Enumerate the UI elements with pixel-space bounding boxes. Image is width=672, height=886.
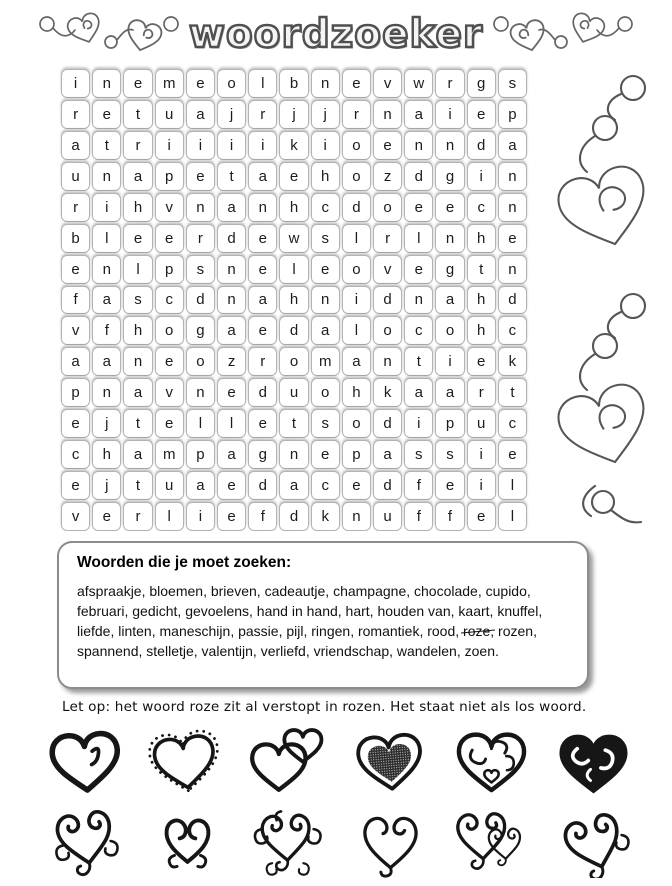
grid-cell-r5c14[interactable]: c xyxy=(467,193,496,222)
double-heart-icon xyxy=(249,725,325,799)
grid-cell-r7c11[interactable]: v xyxy=(373,255,402,284)
grid-cell-r2c9[interactable]: j xyxy=(311,100,340,129)
grid-cell-r1c1[interactable]: i xyxy=(61,69,90,98)
grid-cell-r14c3[interactable]: t xyxy=(123,471,152,500)
brush-heart-icon xyxy=(46,725,122,799)
word-stelletje: stelletje xyxy=(146,643,194,660)
word-hart: hart xyxy=(345,603,370,620)
grid-cell-r11c1[interactable]: p xyxy=(61,378,90,407)
grid-cell-r4c12[interactable]: d xyxy=(404,162,433,191)
grid-cell-r1c5[interactable]: e xyxy=(186,69,215,98)
grid-cell-r15c10[interactable]: n xyxy=(342,502,371,531)
grid-cell-r12c2[interactable]: j xyxy=(92,409,121,438)
grid-cell-r14c2[interactable]: j xyxy=(92,471,121,500)
grid-cell-r11c11[interactable]: k xyxy=(373,378,402,407)
word-februari: februari xyxy=(77,603,125,620)
grid-cell-r1c14[interactable]: g xyxy=(467,69,496,98)
grid-cell-r7c7[interactable]: e xyxy=(248,255,277,284)
grid-cell-r2c12[interactable]: a xyxy=(404,100,433,129)
grid-cell-r4c5[interactable]: e xyxy=(186,162,215,191)
grid-cell-r8c11[interactable]: d xyxy=(373,286,402,315)
hearts-row-2 xyxy=(46,800,630,882)
grid-cell-r5c12[interactable]: e xyxy=(404,193,433,222)
grid-cell-r5c6[interactable]: a xyxy=(217,193,246,222)
grid-cell-r1c11[interactable]: v xyxy=(373,69,402,98)
grid-cell-r1c2[interactable]: n xyxy=(92,69,121,98)
grid-cell-r10c11[interactable]: n xyxy=(373,347,402,376)
grid-cell-r13c8[interactable]: n xyxy=(279,440,308,469)
hearts-row-1 xyxy=(46,724,630,800)
word-afspraakje: afspraakje xyxy=(77,583,142,599)
grid-cell-r11c4[interactable]: v xyxy=(155,378,184,407)
grid-cell-r14c13[interactable]: e xyxy=(435,471,464,500)
grid-cell-r14c12[interactable]: f xyxy=(404,471,433,500)
word-romantiek: romantiek xyxy=(357,623,420,640)
grid-cell-r10c7[interactable]: r xyxy=(248,347,277,376)
grid-cell-r3c4[interactable]: i xyxy=(155,131,184,160)
grid-cell-r1c7[interactable]: l xyxy=(248,69,277,98)
word-chocolade: chocolade xyxy=(414,583,478,599)
word-hand-in-hand: hand in hand xyxy=(256,603,338,620)
grid-cell-r8c1[interactable]: f xyxy=(61,286,90,315)
grid-cell-r3c13[interactable]: n xyxy=(435,131,464,160)
grid-cell-r5c2[interactable]: i xyxy=(92,193,121,222)
word-rozen: rozen xyxy=(498,623,534,640)
word-box xyxy=(57,541,589,689)
word-knuffel: knuffel xyxy=(497,603,539,620)
grid-cell-r5c7[interactable]: n xyxy=(248,193,277,222)
grid-cell-r8c10[interactable]: i xyxy=(342,286,371,315)
grid-cell-r13c15[interactable]: e xyxy=(498,440,527,469)
word-maneschijn: maneschijn xyxy=(159,623,231,640)
grid-cell-r9c15[interactable]: c xyxy=(498,316,527,345)
grid-cell-r3c15[interactable]: a xyxy=(498,131,527,160)
grid-cell-r11c12[interactable]: a xyxy=(404,378,433,407)
grid-cell-r2c14[interactable]: e xyxy=(467,100,496,129)
grid-cell-r2c13[interactable]: i xyxy=(435,100,464,129)
grid-cell-r3c3[interactable]: r xyxy=(123,131,152,160)
heart-swirl-chain-icon xyxy=(37,12,179,56)
word-roze: roze xyxy=(463,623,491,640)
grid-cell-r12c13[interactable]: p xyxy=(435,409,464,438)
grid-cell-r1c3[interactable]: e xyxy=(123,69,152,98)
grid-cell-r12c14[interactable]: u xyxy=(467,409,496,438)
grid-cell-r11c15[interactable]: t xyxy=(498,378,527,407)
grid-cell-r7c8[interactable]: l xyxy=(279,255,308,284)
grid-cell-r15c12[interactable]: f xyxy=(404,502,433,531)
grid-cell-r15c7[interactable]: f xyxy=(248,502,277,531)
grid-cell-r6c3[interactable]: e xyxy=(123,224,152,253)
grid-cell-r7c2[interactable]: n xyxy=(92,255,121,284)
grid-cell-r6c14[interactable]: h xyxy=(467,224,496,253)
grid-cell-r7c10[interactable]: o xyxy=(342,255,371,284)
grid-cell-r11c6[interactable]: e xyxy=(217,378,246,407)
grid-cell-r6c8[interactable]: w xyxy=(279,224,308,253)
grid-cell-r14c14[interactable]: i xyxy=(467,471,496,500)
grid-cell-r8c12[interactable]: n xyxy=(404,286,433,315)
grid-cell-r10c15[interactable]: k xyxy=(498,347,527,376)
grid-cell-r13c4[interactable]: m xyxy=(155,440,184,469)
grid-cell-r3c14[interactable]: d xyxy=(467,131,496,160)
grid-cell-r1c15[interactable]: s xyxy=(498,69,527,98)
grid-cell-r4c6[interactable]: t xyxy=(217,162,246,191)
grid-cell-r13c5[interactable]: p xyxy=(186,440,215,469)
grid-cell-r15c13[interactable]: f xyxy=(435,502,464,531)
grid-cell-r12c4[interactable]: e xyxy=(155,409,184,438)
grid-cell-r12c11[interactable]: d xyxy=(373,409,402,438)
grid-cell-r2c10[interactable]: r xyxy=(342,100,371,129)
dotted-heart-icon xyxy=(148,725,224,799)
grid-cell-r13c6[interactable]: a xyxy=(217,440,246,469)
grid-cell-r1c6[interactable]: o xyxy=(217,69,246,98)
grid-cell-r9c9[interactable]: a xyxy=(311,316,340,345)
grid-cell-r15c11[interactable]: u xyxy=(373,502,402,531)
grid-cell-r6c15[interactable]: e xyxy=(498,224,527,253)
grid-cell-r10c1[interactable]: a xyxy=(61,347,90,376)
grid-cell-r5c9[interactable]: c xyxy=(311,193,340,222)
grid-cell-r2c3[interactable]: t xyxy=(123,100,152,129)
grid-cell-r9c12[interactable]: c xyxy=(404,316,433,345)
grid-cell-r4c1[interactable]: u xyxy=(61,162,90,191)
grid-cell-r15c6[interactable]: e xyxy=(217,502,246,531)
grid-cell-r2c8[interactable]: j xyxy=(279,100,308,129)
word-verliefd: verliefd xyxy=(260,643,306,660)
grid-cell-r4c7[interactable]: a xyxy=(248,162,277,191)
grid-cell-r4c13[interactable]: g xyxy=(435,162,464,191)
grid-cell-r13c12[interactable]: s xyxy=(404,440,433,469)
word-gedicht: gedicht xyxy=(132,603,178,620)
grid-cell-r8c3[interactable]: s xyxy=(123,286,152,315)
grid-cell-r1c10[interactable]: e xyxy=(342,69,371,98)
grid-cell-r13c10[interactable]: p xyxy=(342,440,371,469)
grid-cell-r7c14[interactable]: t xyxy=(467,255,496,284)
grid-cell-r11c13[interactable]: a xyxy=(435,378,464,407)
grid-cell-r14c8[interactable]: a xyxy=(279,471,308,500)
word-cupido: cupido xyxy=(485,583,527,599)
grid-cell-r6c7[interactable]: e xyxy=(248,224,277,253)
word-rood: rood xyxy=(427,623,456,640)
grid-cell-r3c8[interactable]: k xyxy=(279,131,308,160)
grid-cell-r8c13[interactable]: a xyxy=(435,286,464,315)
grid-cell-r5c4[interactable]: v xyxy=(155,193,184,222)
grid-cell-r11c14[interactable]: r xyxy=(467,378,496,407)
grid-cell-r10c14[interactable]: e xyxy=(467,347,496,376)
curly-heart-5-icon xyxy=(452,804,528,878)
grid-cell-r11c3[interactable]: a xyxy=(123,378,152,407)
grid-cell-r3c2[interactable]: t xyxy=(92,131,121,160)
grid-cell-r4c4[interactable]: p xyxy=(155,162,184,191)
word-gevoelens: gevoelens xyxy=(185,603,250,620)
grid-cell-r9c5[interactable]: g xyxy=(186,316,215,345)
grid-cell-r6c4[interactable]: e xyxy=(155,224,184,253)
grid-cell-r6c12[interactable]: l xyxy=(404,224,433,253)
grid-cell-r7c12[interactable]: e xyxy=(404,255,433,284)
tribal-heart-icon xyxy=(554,725,630,799)
grid-cell-r8c4[interactable]: c xyxy=(155,286,184,315)
grid-cell-r2c7[interactable]: r xyxy=(248,100,277,129)
grid-cell-r10c3[interactable]: n xyxy=(123,347,152,376)
grid-cell-r6c2[interactable]: l xyxy=(92,224,121,253)
grid-cell-r6c13[interactable]: n xyxy=(435,224,464,253)
word-bloemen: bloemen xyxy=(149,583,204,599)
speckled-heart-icon xyxy=(351,725,427,799)
word-cadeautje: cadeautje xyxy=(264,583,326,599)
grid-cell-r10c12[interactable]: t xyxy=(404,347,433,376)
heart-swirl-chain-icon xyxy=(493,12,635,56)
grid-cell-r11c5[interactable]: n xyxy=(186,378,215,407)
grid-cell-r6c9[interactable]: s xyxy=(311,224,340,253)
grid-cell-r13c7[interactable]: g xyxy=(248,440,277,469)
grid-cell-r14c9[interactable]: c xyxy=(311,471,340,500)
grid-cell-r10c9[interactable]: m xyxy=(311,347,340,376)
grid-cell-r7c4[interactable]: p xyxy=(155,255,184,284)
grid-cell-r12c7[interactable]: e xyxy=(248,409,277,438)
grid-cell-r15c5[interactable]: i xyxy=(186,502,215,531)
grid-cell-r6c6[interactable]: d xyxy=(217,224,246,253)
letter-grid xyxy=(61,69,527,531)
header xyxy=(0,8,672,60)
grid-cell-r11c10[interactable]: h xyxy=(342,378,371,407)
word-brieven: brieven xyxy=(210,583,257,599)
grid-cell-r9c7[interactable]: e xyxy=(248,316,277,345)
grid-cell-r3c9[interactable]: i xyxy=(311,131,340,160)
grid-cell-r1c8[interactable]: b xyxy=(279,69,308,98)
grid-cell-r5c8[interactable]: h xyxy=(279,193,308,222)
grid-cell-r3c5[interactable]: i xyxy=(186,131,215,160)
grid-cell-r14c6[interactable]: e xyxy=(217,471,246,500)
grid-cell-r14c5[interactable]: a xyxy=(186,471,215,500)
grid-cell-r9c14[interactable]: h xyxy=(467,316,496,345)
grid-cell-r6c1[interactable]: b xyxy=(61,224,90,253)
grid-cell-r12c15[interactable]: c xyxy=(498,409,527,438)
grid-cell-r12c5[interactable]: l xyxy=(186,409,215,438)
grid-cell-r10c13[interactable]: i xyxy=(435,347,464,376)
grid-cell-r5c15[interactable]: n xyxy=(498,193,527,222)
grid-cell-r8c9[interactable]: n xyxy=(311,286,340,315)
grid-cell-r15c15[interactable]: l xyxy=(498,502,527,531)
word-houden-van: houden van xyxy=(377,603,451,620)
grid-cell-r12c12[interactable]: i xyxy=(404,409,433,438)
grid-cell-r8c2[interactable]: a xyxy=(92,286,121,315)
grid-cell-r4c2[interactable]: n xyxy=(92,162,121,191)
grid-cell-r1c9[interactable]: n xyxy=(311,69,340,98)
grid-cell-r5c13[interactable]: e xyxy=(435,193,464,222)
grid-cell-r13c1[interactable]: c xyxy=(61,440,90,469)
grid-cell-r2c11[interactable]: n xyxy=(373,100,402,129)
grid-cell-r15c14[interactable]: e xyxy=(467,502,496,531)
word-box-heading: Woorden die je moet zoeken: xyxy=(77,554,292,571)
grid-cell-r10c8[interactable]: o xyxy=(279,347,308,376)
curly-heart-2-icon xyxy=(148,804,224,878)
grid-cell-r13c3[interactable]: a xyxy=(123,440,152,469)
grid-cell-r9c4[interactable]: o xyxy=(155,316,184,345)
grid-cell-r3c12[interactable]: n xyxy=(404,131,433,160)
word-ringen: ringen xyxy=(311,623,351,640)
word-valentijn: valentijn xyxy=(201,643,253,660)
grid-cell-r2c6[interactable]: j xyxy=(217,100,246,129)
grid-cell-r14c10[interactable]: e xyxy=(342,471,371,500)
heart-vine-icon xyxy=(551,72,667,534)
grid-cell-r11c8[interactable]: u xyxy=(279,378,308,407)
grid-cell-r14c15[interactable]: l xyxy=(498,471,527,500)
ornate-swirl-heart-icon xyxy=(452,725,528,799)
grid-cell-r1c4[interactable]: m xyxy=(155,69,184,98)
grid-cell-r4c9[interactable]: h xyxy=(311,162,340,191)
grid-cell-r6c5[interactable]: r xyxy=(186,224,215,253)
grid-cell-r13c2[interactable]: h xyxy=(92,440,121,469)
grid-cell-r10c4[interactable]: e xyxy=(155,347,184,376)
page-title: woordzoeker xyxy=(188,11,484,57)
grid-cell-r3c10[interactable]: o xyxy=(342,131,371,160)
grid-cell-r3c11[interactable]: e xyxy=(373,131,402,160)
curly-heart-3-icon xyxy=(249,804,325,878)
grid-cell-r2c15[interactable]: p xyxy=(498,100,527,129)
word-wandelen: wandelen xyxy=(396,643,457,660)
grid-cell-r4c10[interactable]: o xyxy=(342,162,371,191)
grid-cell-r9c1[interactable]: v xyxy=(61,316,90,345)
grid-cell-r13c14[interactable]: i xyxy=(467,440,496,469)
grid-cell-r9c13[interactable]: o xyxy=(435,316,464,345)
grid-cell-r7c1[interactable]: e xyxy=(61,255,90,284)
grid-cell-r9c10[interactable]: l xyxy=(342,316,371,345)
grid-cell-r14c11[interactable]: d xyxy=(373,471,402,500)
grid-cell-r5c5[interactable]: n xyxy=(186,193,215,222)
grid-cell-r3c7[interactable]: i xyxy=(248,131,277,160)
grid-cell-r9c8[interactable]: d xyxy=(279,316,308,345)
grid-cell-r1c12[interactable]: w xyxy=(404,69,433,98)
grid-cell-r11c9[interactable]: o xyxy=(311,378,340,407)
word-zoen: zoen xyxy=(464,643,495,660)
grid-cell-r7c5[interactable]: s xyxy=(186,255,215,284)
grid-cell-r13c9[interactable]: e xyxy=(311,440,340,469)
word-champagne: champagne xyxy=(333,583,407,599)
curly-heart-6-icon xyxy=(554,804,630,878)
grid-cell-r12c6[interactable]: l xyxy=(217,409,246,438)
word-passie: passie xyxy=(238,623,279,640)
grid-cell-r7c6[interactable]: n xyxy=(217,255,246,284)
grid-cell-r12c8[interactable]: t xyxy=(279,409,308,438)
curly-heart-1-icon xyxy=(46,804,122,878)
curly-heart-4-icon xyxy=(351,804,427,878)
grid-cell-r5c1[interactable]: r xyxy=(61,193,90,222)
grid-cell-r8c14[interactable]: h xyxy=(467,286,496,315)
grid-cell-r15c3[interactable]: r xyxy=(123,502,152,531)
grid-cell-r10c2[interactable]: a xyxy=(92,347,121,376)
note-text: Let op: het woord roze zit al verstopt in rozen. Het staat niet als los woord. xyxy=(62,699,587,715)
grid-cell-r11c2[interactable]: n xyxy=(92,378,121,407)
word-spannend: spannend xyxy=(77,643,139,660)
grid-cell-r9c2[interactable]: f xyxy=(92,316,121,345)
grid-cell-r10c5[interactable]: o xyxy=(186,347,215,376)
grid-cell-r8c5[interactable]: d xyxy=(186,286,215,315)
word-vriendschap: vriendschap xyxy=(313,643,390,660)
grid-cell-r15c2[interactable]: e xyxy=(92,502,121,531)
grid-cell-r2c1[interactable]: r xyxy=(61,100,90,129)
grid-cell-r6c10[interactable]: l xyxy=(342,224,371,253)
grid-cell-r14c1[interactable]: e xyxy=(61,471,90,500)
grid-cell-r12c9[interactable]: s xyxy=(311,409,340,438)
grid-cell-r11c7[interactable]: d xyxy=(248,378,277,407)
grid-cell-r9c6[interactable]: a xyxy=(217,316,246,345)
grid-cell-r7c9[interactable]: e xyxy=(311,255,340,284)
grid-cell-r3c1[interactable]: a xyxy=(61,131,90,160)
word-liefde: liefde xyxy=(77,623,111,640)
grid-cell-r12c3[interactable]: t xyxy=(123,409,152,438)
grid-cell-r4c3[interactable]: a xyxy=(123,162,152,191)
grid-cell-r1c13[interactable]: r xyxy=(435,69,464,98)
grid-cell-r15c9[interactable]: k xyxy=(311,502,340,531)
grid-cell-r7c3[interactable]: l xyxy=(123,255,152,284)
grid-cell-r8c7[interactable]: a xyxy=(248,286,277,315)
word-linten: linten xyxy=(118,623,152,640)
grid-cell-r6c11[interactable]: r xyxy=(373,224,402,253)
grid-cell-r7c13[interactable]: g xyxy=(435,255,464,284)
word-kaart: kaart xyxy=(458,603,490,620)
grid-cell-r10c10[interactable]: a xyxy=(342,347,371,376)
grid-cell-r4c14[interactable]: i xyxy=(467,162,496,191)
grid-cell-r8c15[interactable]: d xyxy=(498,286,527,315)
grid-cell-r13c13[interactable]: s xyxy=(435,440,464,469)
grid-cell-r14c7[interactable]: d xyxy=(248,471,277,500)
grid-cell-r5c3[interactable]: h xyxy=(123,193,152,222)
grid-cell-r8c8[interactable]: h xyxy=(279,286,308,315)
grid-cell-r10c6[interactable]: z xyxy=(217,347,246,376)
grid-cell-r12c10[interactable]: o xyxy=(342,409,371,438)
grid-cell-r4c11[interactable]: z xyxy=(373,162,402,191)
grid-cell-r15c4[interactable]: l xyxy=(155,502,184,531)
grid-cell-r2c4[interactable]: u xyxy=(155,100,184,129)
word-list: afspraakje, bloemen, brieven, cadeautje, champagne, chocolade, cupido, februari, gedicht, gevoelens, hand in hand, hart, houden van, kaart, knuffel, liefde, linten, maneschijn, passie, pijl, ringen, romantiek, rood, roze, rozen, spannend, stelletje, valentijn, verliefd, vriendschap, wandelen, zoen. xyxy=(77,583,543,660)
grid-cell-r15c8[interactable]: d xyxy=(279,502,308,531)
grid-cell-r13c11[interactable]: a xyxy=(373,440,402,469)
grid-cell-r4c15[interactable]: n xyxy=(498,162,527,191)
grid-cell-r4c8[interactable]: e xyxy=(279,162,308,191)
grid-cell-r8c6[interactable]: n xyxy=(217,286,246,315)
grid-cell-r14c4[interactable]: u xyxy=(155,471,184,500)
grid-cell-r12c1[interactable]: e xyxy=(61,409,90,438)
grid-cell-r3c6[interactable]: i xyxy=(217,131,246,160)
grid-cell-r7c15[interactable]: n xyxy=(498,255,527,284)
grid-cell-r2c2[interactable]: e xyxy=(92,100,121,129)
grid-cell-r5c11[interactable]: o xyxy=(373,193,402,222)
grid-cell-r5c10[interactable]: d xyxy=(342,193,371,222)
word-pijl: pijl xyxy=(286,623,304,640)
grid-cell-r2c5[interactable]: a xyxy=(186,100,215,129)
grid-cell-r9c3[interactable]: h xyxy=(123,316,152,345)
grid-cell-r9c11[interactable]: o xyxy=(373,316,402,345)
grid-cell-r15c1[interactable]: v xyxy=(61,502,90,531)
